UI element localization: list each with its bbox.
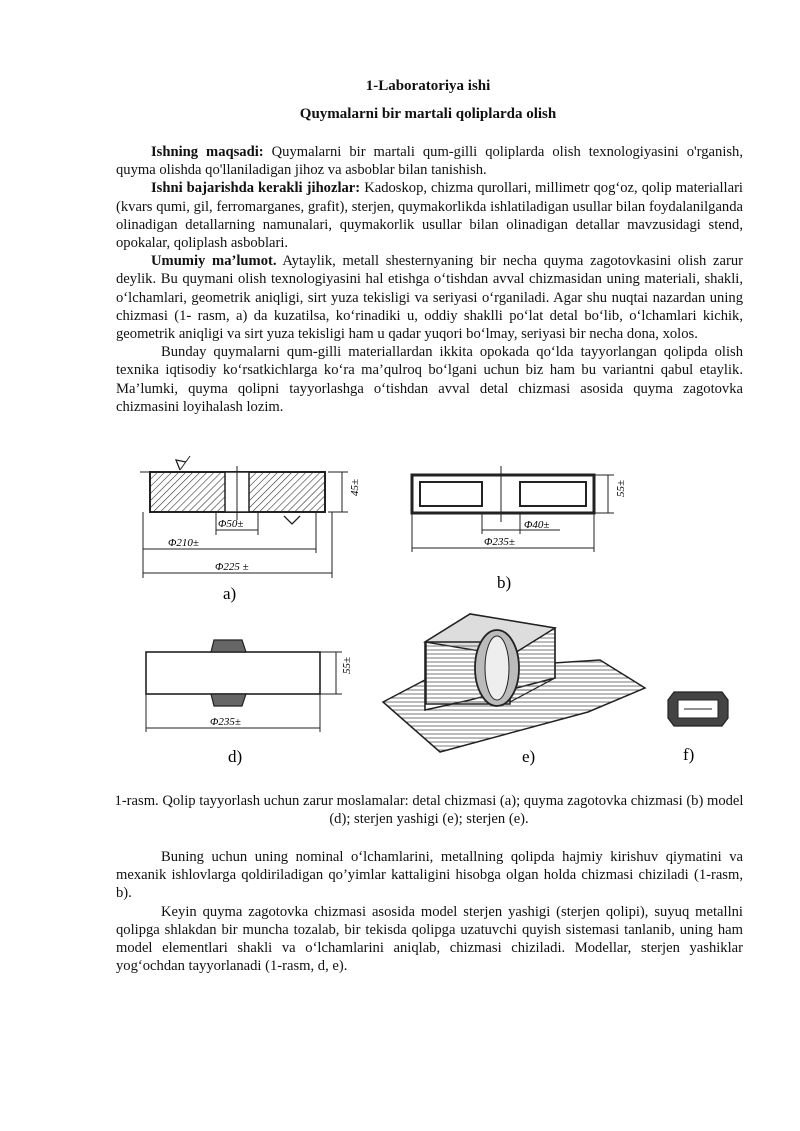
- general-info-label: Umumiy ma’lumot.: [151, 253, 277, 270]
- label-f: f): [683, 745, 695, 764]
- dim-b-d40: Φ40±: [524, 519, 550, 531]
- goal-text: Quymalarni bir martali qum-gilli qoliplarda olish texnologiyasini o'rganish, quyma olishda qo'llaniladigan jihoz va asboblar bilan tanishish.: [116, 144, 743, 179]
- dim-d-d235: Φ235±: [210, 716, 241, 728]
- after-section: [116, 848, 743, 975]
- paragraph-nominal: [116, 848, 743, 903]
- dim-b-d235: Φ235±: [484, 536, 515, 548]
- document-title: 1-Laboratoriya ishi: [365, 78, 491, 94]
- label-a: a): [223, 584, 237, 603]
- paragraph-model: [116, 903, 743, 976]
- dim-d-height: 55±: [341, 656, 353, 674]
- drawing-d: [146, 640, 353, 766]
- figure-caption: 1-rasm. Qolip tayyorlash uchun zarur moslamalar: detal chizmasi (a); quyma zagotovka chizmasi (b) model (d); sterjen yashigi (e); sterjen (e).: [114, 793, 744, 828]
- variant-text: Bunday quymalarni qum-gilli materiallardan ikkita opokada qo‘lda tayyorlangan qolipda olish texnika iqtisodiy ko‘rsatkichlarga ko‘ra ma’qulroq bo‘lgani uchun biz ham bu variantni qabul etaylik. Ma’lumki, quyma qolipni tayyorlashga o‘tishdan avval detal chizmasi asosida quyma zagotovka chizmasini loyihalash lozim.: [116, 344, 743, 415]
- model-text: Keyin quyma zagotovka chizmasi asosida model sterjen yashigi (sterjen qolipi), suyuq metallni qolipga shlakdan bir muncha tozalab, bir tekisda qolipga uzatuvchi quyish sistemasi tanlanib, uning ham model elementlari shakli va o‘lchamlarini aniqlab, chizmasi chiziladi. Modellar, sterjen yashiklar yog‘ochdan tayyorlanadi (1-rasm, d, e).: [116, 903, 743, 975]
- equipment-label: Ishni bajarishda kerakli jihozlar:: [151, 180, 361, 197]
- equipment-text: Kadoskop, chizma qurollari, millimetr qog‘oz, qolip materiallari (kvars qumi, gil, ferromarganes, grafit), sterjen, quymakorlikda ishlatiladigan usullar bilan foydalanilganda olinadigan detallarning namunalari, quymakorlik usullar bilan olinadigan detallar mavzusidagi stend, opokalar, qoliplash asboblari.: [116, 180, 743, 252]
- drawing-f: [668, 692, 728, 764]
- label-d: d): [228, 747, 243, 766]
- document-subtitle: Quymalarni bir martali qoliplarda olish: [299, 106, 557, 122]
- dim-a-d225: Φ225 ±: [215, 561, 249, 573]
- dim-a-height: 45±: [349, 478, 361, 496]
- drawing-b: [412, 466, 627, 592]
- label-e: e): [522, 747, 536, 766]
- nominal-text: Buning uchun uning nominal o‘lchamlarini, metallning qolipda hajmiy kirishuv qiymatini va mexanik ishlovlarga qoldiriladigan qo’yimlar kattaligini hisobga olgan holda chizmasi chiziladi (1-rasm, b).: [116, 849, 743, 902]
- drawing-a: [140, 456, 361, 603]
- dim-b-height: 55±: [615, 479, 627, 497]
- goal-label: Ishning maqsadi:: [151, 144, 264, 160]
- general-info-text: Aytaylik, metall shesternyaning bir necha quyma zagotovkasini olish zarur deylik. Bu quymani olish texnologiyasini hal etishga o‘tishdan avval chizmasidan uning materiali, shakli, o‘lchamlari, geometrik aniqligi, sirt yuza tekisligi va seriyasi o‘rganiladi. Agar shu nuqtai nazardan uning chizmasi (1- rasm, a) da kuzatilsa, ko‘rinadiki u, oddiy shaklli po‘lat detal bo‘lib, o‘lchamlari kichik, geometrik aniqligi va sirt yuza tekisligi ham u qadar yuqori bo‘lmay, seriyasi bir necha dona, xolos.: [116, 253, 743, 343]
- drawing-e: [383, 614, 645, 766]
- dim-a-d210: Φ210±: [168, 537, 199, 549]
- dim-a-d50: Φ50±: [218, 518, 244, 530]
- label-b: b): [497, 573, 512, 592]
